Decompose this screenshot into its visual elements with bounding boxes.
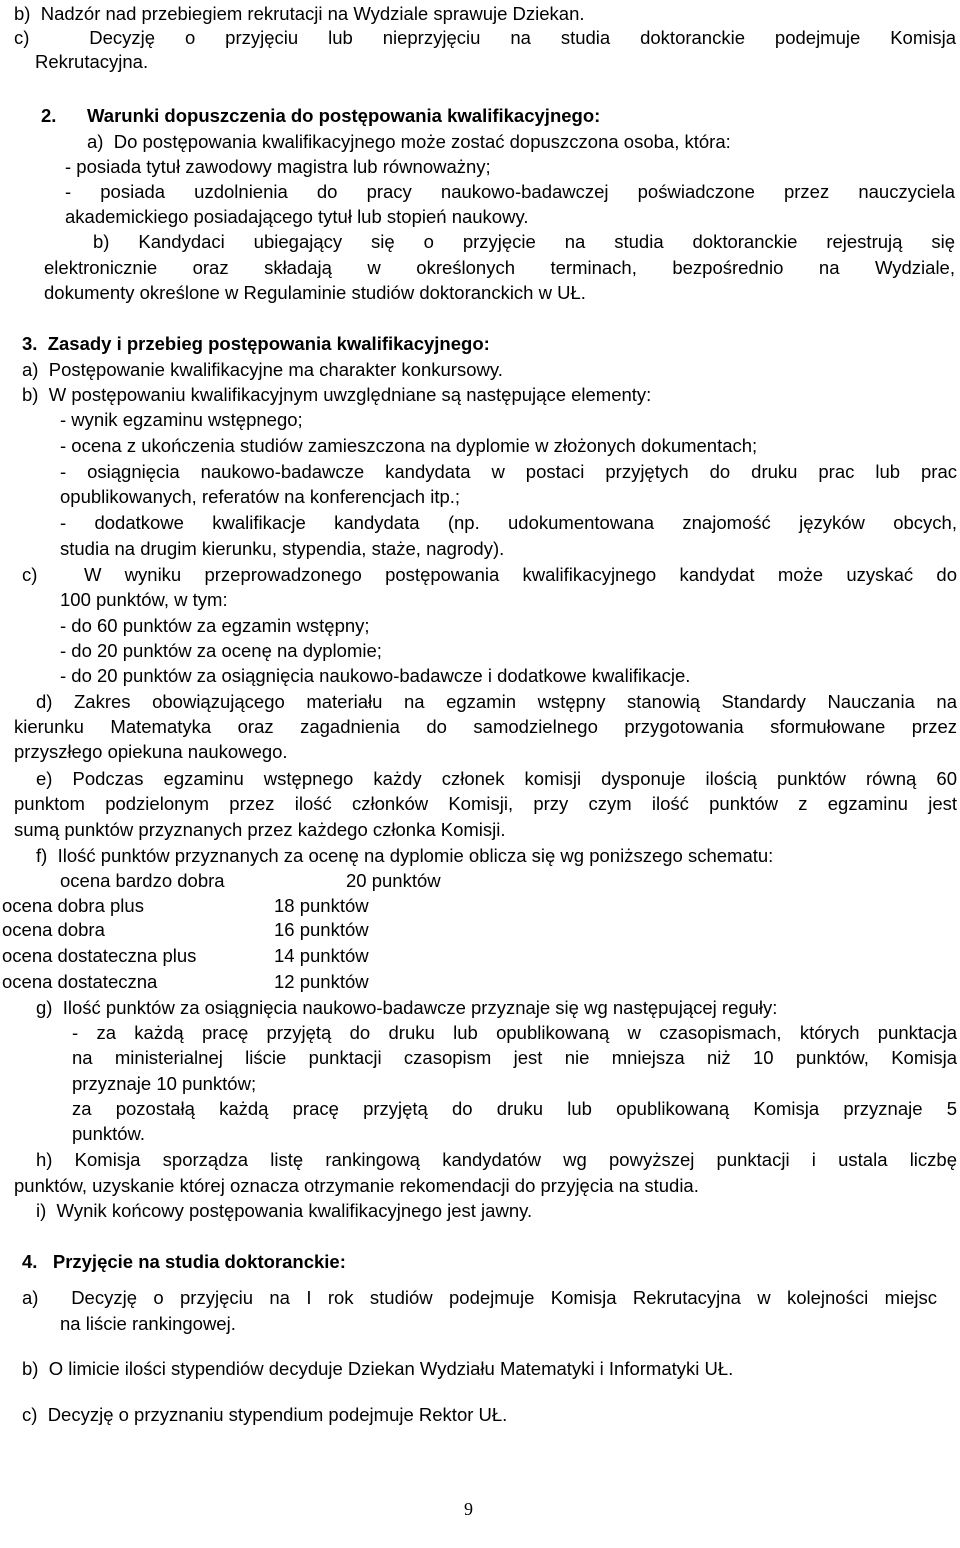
grade-label: ocena dostateczna plus — [2, 945, 197, 966]
grade-label: ocena bardzo dobra — [60, 870, 225, 891]
sec4-item-a-cont: na liście rankingowej. — [60, 1313, 236, 1334]
grade-points: 16 punktów — [274, 919, 369, 940]
sec3-item-b-element-4: - dodatkowe kwalifikacje kandydata (np. udokumentowana znajomość języków obcych, — [60, 512, 957, 533]
sec3-item-b-element-1: - wynik egzaminu wstępnego; — [60, 409, 303, 430]
sec2-item-a: a) Do postępowania kwalifikacyjnego może zostać dopuszczona osoba, która: — [87, 131, 731, 152]
grade-label: ocena dobra plus — [2, 895, 144, 916]
sec3-item-h-line-2: punktów, uzyskanie której oznacza otrzymanie rekomendacji do przyjęcia na studia. — [14, 1175, 699, 1196]
sec3-item-g-rule-1-line-2: na ministerialnej liście punktacji czasopism jest nie mniejsza niż 10 punktów, Komisja — [72, 1047, 957, 1068]
grade-points: 14 punktów — [274, 945, 369, 966]
sec3-item-g: g) Ilość punktów za osiągnięcia naukowo-badawcze przyznaje się wg następującej reguły: — [36, 997, 778, 1018]
sec3-item-e-line-2: punktom podzielonym przez ilość członków Komisji, przy czym ilość punktów z egzaminu jest — [14, 793, 957, 814]
sec3-item-b-element-3: - osiągnięcia naukowo-badawcze kandydata w postaci przyjętych do druku prac lub prac — [60, 461, 957, 482]
sec3-item-a: a) Postępowanie kwalifikacyjne ma charakter konkursowy. — [22, 359, 503, 380]
sec4-item-c: c) Decyzję o przyznaniu stypendium podejmuje Rektor UŁ. — [22, 1404, 508, 1425]
sec3-item-c-part-2: - do 20 punktów za ocenę na dyplomie; — [60, 640, 382, 661]
grade-points: 12 punktów — [274, 971, 369, 992]
sec3-item-b-element-4-cont: studia na drugim kierunku, stypendia, staże, nagrody). — [60, 538, 505, 559]
sec3-item-g-rule-1-line-3: przyznaje 10 punktów; — [72, 1073, 257, 1094]
sec3-item-f: f) Ilość punktów przyznanych za ocenę na dyplomie oblicza się wg poniższego schematu: — [36, 845, 774, 866]
sec3-item-h: h) Komisja sporządza listę rankingową kandydatów wg powyższej punktacji i ustala liczbę — [36, 1149, 957, 1170]
grade-label: ocena dostateczna — [2, 971, 158, 992]
sec2-item-a-condition-1: - posiada tytuł zawodowy magistra lub równoważny; — [65, 156, 491, 177]
sec3-item-c: c) W wyniku przeprowadzonego postępowania kwalifikacyjnego kandydat może uzyskać do — [22, 564, 957, 585]
sec4-item-a: a) Decyzję o przyjęciu na I rok studiów podejmuje Komisja Rekrutacyjna w kolejności miejsc — [22, 1287, 937, 1308]
section-4-heading: 4. Przyjęcie na studia doktoranckie: — [22, 1251, 346, 1272]
section-2-number: 2. — [41, 105, 57, 126]
sec2-item-b: b) Kandydaci ubiegający się o przyjęcie na studia doktoranckie rejestrują się — [93, 231, 955, 252]
sec3-item-g-rule-2: za pozostałą każdą pracę przyjętą do druku lub opublikowaną Komisja przyznaje 5 — [72, 1098, 957, 1119]
sec4-item-b: b) O limicie ilości stypendiów decyduje Dziekan Wydziału Matematyki i Informatyki UŁ. — [22, 1358, 734, 1379]
item-c-decision-cont: Rekrutacyjna. — [35, 51, 149, 72]
sec3-item-e: e) Podczas egzaminu wstępnego każdy członek komisji dysponuje ilością punktów równą 60 — [36, 768, 957, 789]
grade-points: 18 punktów — [274, 895, 369, 916]
grade-points: 20 punktów — [346, 870, 441, 891]
sec3-item-b-element-3-cont: opublikowanych, referatów na konferencjach itp.; — [60, 486, 461, 507]
sec3-item-i: i) Wynik końcowy postępowania kwalifikacyjnego jest jawny. — [36, 1200, 533, 1221]
sec3-item-d-line-3: przyszłego opiekuna naukowego. — [14, 741, 288, 762]
section-2-heading: Warunki dopuszczenia do postępowania kwalifikacyjnego: — [87, 105, 601, 126]
item-b-supervision: b) Nadzór nad przebiegiem rekrutacji na Wydziale sprawuje Dziekan. — [14, 3, 585, 24]
sec3-item-g-rule-1: - za każdą pracę przyjętą do druku lub opublikowaną w czasopismach, których punktacja — [72, 1022, 957, 1043]
sec3-item-c-part-1: - do 60 punktów za egzamin wstępny; — [60, 615, 370, 636]
item-c-decision: c) Decyzję o przyjęciu lub nieprzyjęciu na studia doktoranckie podejmuje Komisja — [14, 27, 956, 48]
sec2-item-b-line-3: dokumenty określone w Regulaminie studiów doktoranckich w UŁ. — [44, 282, 586, 303]
sec2-item-a-condition-2-cont: akademickiego posiadającego tytuł lub stopień naukowy. — [65, 206, 529, 227]
sec3-item-d: d) Zakres obowiązującego materiału na egzamin wstępny stanowią Standardy Nauczania na — [36, 691, 957, 712]
sec3-item-b-element-2: - ocena z ukończenia studiów zamieszczona na dyplomie w złożonych dokumentach; — [60, 435, 758, 456]
sec3-item-g-rule-2-cont: punktów. — [72, 1123, 146, 1144]
sec3-item-c-part-3: - do 20 punktów za osiągnięcia naukowo-badawcze i dodatkowe kwalifikacje. — [60, 665, 691, 686]
sec3-item-d-line-2: kierunku Matematyka oraz zagadnienia do samodzielnego przygotowania sformułowane przez — [14, 716, 957, 737]
sec3-item-e-line-3: sumą punktów przyznanych przez każdego członka Komisji. — [14, 819, 506, 840]
page-number: 9 — [464, 1499, 473, 1519]
grade-label: ocena dobra — [2, 919, 105, 940]
section-3-heading: 3. Zasady i przebieg postępowania kwalifikacyjnego: — [22, 333, 490, 354]
sec3-item-b: b) W postępowaniu kwalifikacyjnym uwzględniane są następujące elementy: — [22, 384, 652, 405]
sec3-item-c-cont: 100 punktów, w tym: — [60, 589, 228, 610]
sec2-item-b-line-2: elektronicznie oraz składają w określonych terminach, bezpośrednio na Wydziale, — [44, 257, 955, 278]
sec2-item-a-condition-2: - posiada uzdolnienia do pracy naukowo-badawczej poświadczone przez nauczyciela — [65, 181, 955, 202]
